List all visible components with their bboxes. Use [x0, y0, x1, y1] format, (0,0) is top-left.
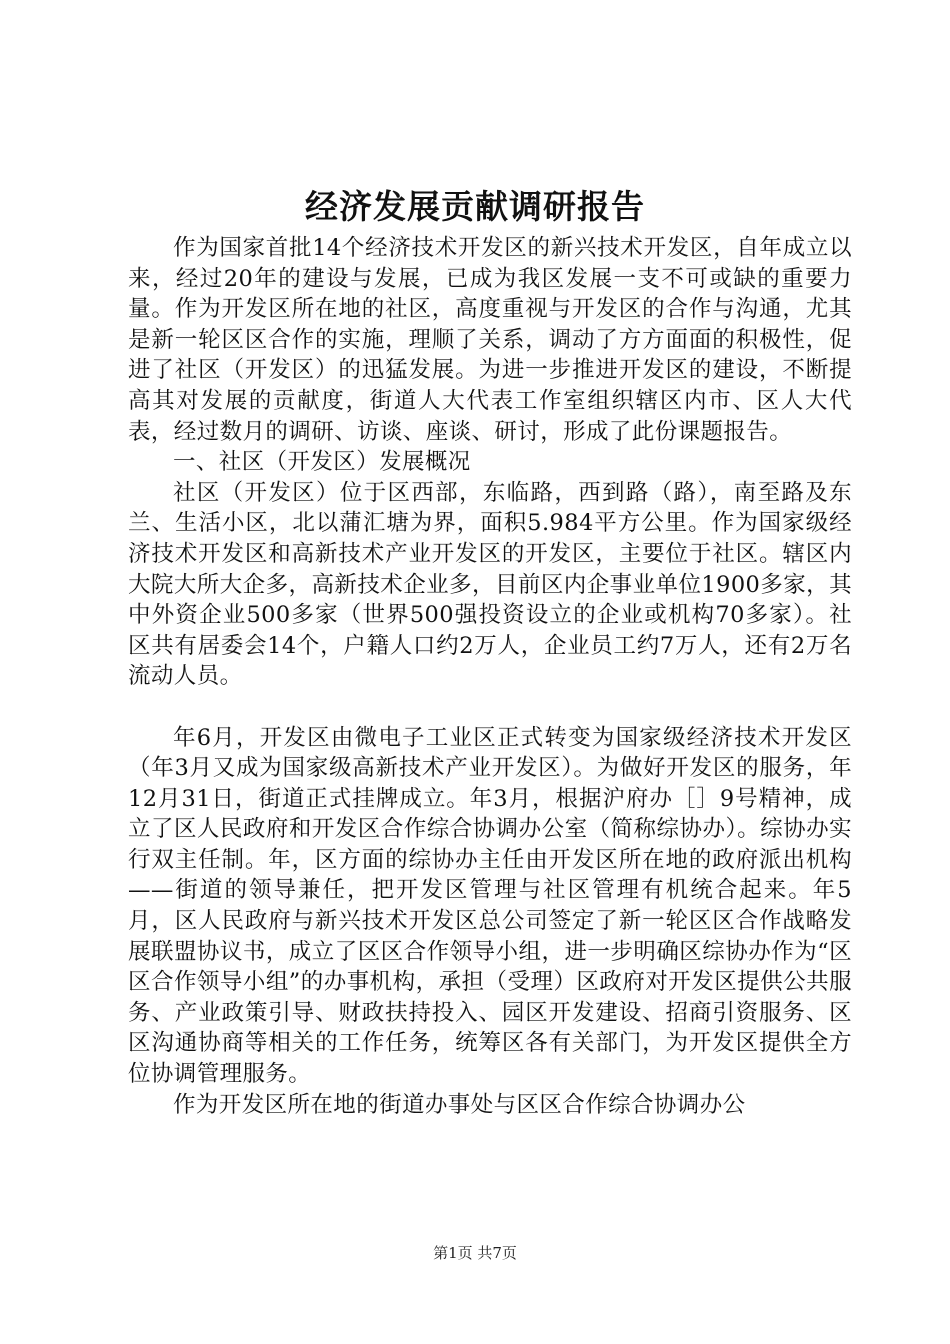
paragraph-spacer [128, 692, 852, 723]
section-heading-overview: 一、社区（开发区）发展概况 [173, 449, 471, 476]
page-number-footer: 第1页 共7页 [433, 1244, 517, 1262]
paragraph-continued: 作为开发区所在地的街道办事处与区区合作综合协调办公 [173, 1091, 746, 1118]
paragraph-overview: 社区（开发区）位于区西部，东临路，西到路（路），南至路及东兰、生活小区，北以蒲汇塘为界，面积5.984平方公里。作为国家级经济技术开发区和高新技术产业开发区的开发区，主要位于社区。辖区内大院大所大企多，高新技术企业多，目前区内企事业单位1900多家，其中外资企业500多家（世界500强投资设立的企业或机构70多家）。社区共有居委会14个，户籍人口约2万人，企业员工约7万人，还有2万名流动人员。 [128, 479, 852, 690]
paragraph-history: 年6月，开发区由微电子工业区正式转变为国家级经济技术开发区（年3月又成为国家级高新技术产业开发区）。为做好开发区的服务，年12月31日，街道正式挂牌成立。年3月，根据沪府办［］9号精神，成立了区人民政府和开发区合作综合协调办公室（简称综协办）。综协办实行双主任制。年，区方面的综协办主任由开发区所在地的政府派出机构——街道的领导兼任，把开发区管理与社区管理有机统合起来。年5月，区人民政府与新兴技术开发区总公司签定了新一轮区区合作战略发展联盟协议书，成立了区区合作领导小组，进一步明确区综协办作为“区区合作领导小组”的办事机构，承担（受理）区政府对开发区提供公共服务、产业政策引导、财政扶持投入、园区开发建设、招商引资服务、区区沟通协商等相关的工作任务，统筹区各有关部门，为开发区提供全方位协调管理服务。 [128, 724, 852, 1088]
document-title: 经济发展贡献调研报告 [305, 187, 645, 226]
document-body [128, 233, 852, 1120]
paragraph-intro: 作为国家首批14个经济技术开发区的新兴技术开发区，自年成立以来，经过20年的建设与发展，已成为我区发展一支不可或缺的重要力量。作为开发区所在地的社区，高度重视与开发区的合作与沟通，尤其是新一轮区区合作的实施，理顺了关系，调动了方方面面的积极性，促进了社区（开发区）的迅猛发展。为进一步推进开发区的建设，不断提高其对发展的贡献度，街道人大代表工作室组织辖区内市、区人大代表，经过数月的调研、访谈、座谈、研讨，形成了此份课题报告。 [128, 235, 852, 445]
